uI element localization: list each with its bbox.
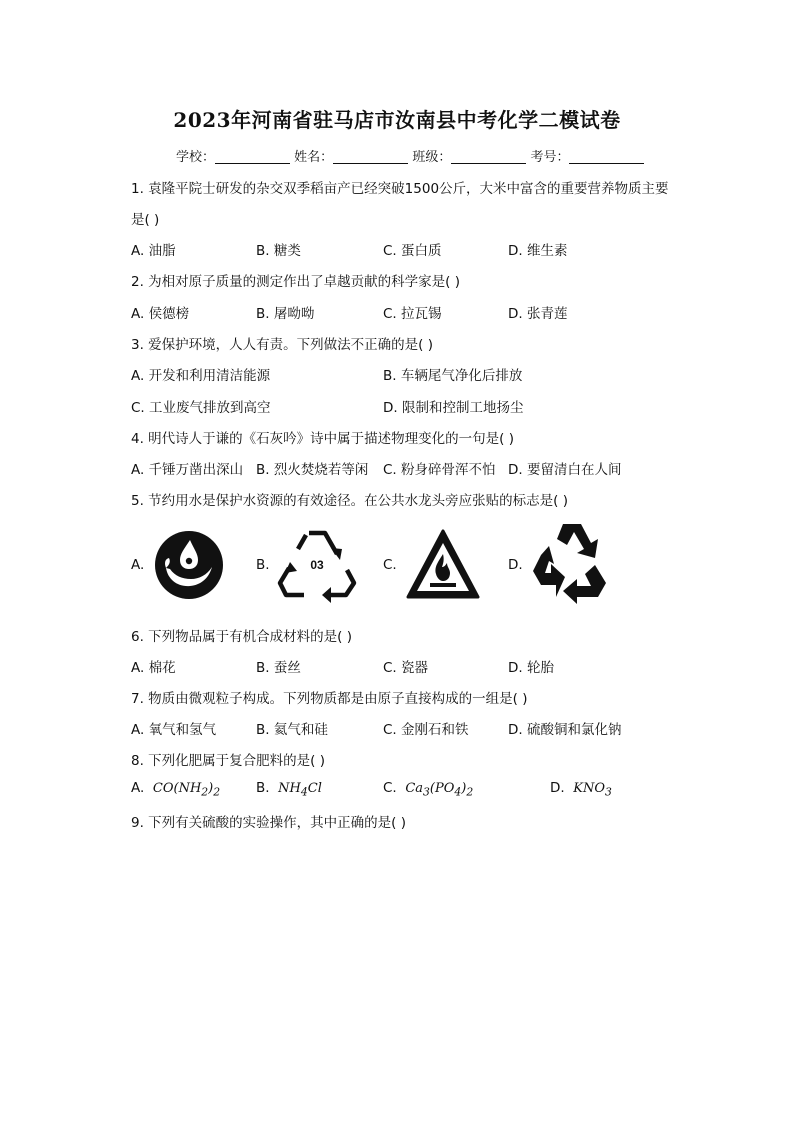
q8-option-b: B. $NH_4Cl$	[256, 780, 322, 799]
q8-formula-a: $CO(NH_2)_2$	[152, 781, 221, 799]
school-blank[interactable]	[215, 149, 290, 164]
q5-option-d: D.	[508, 557, 523, 573]
q2-option-d: D. 张青莲	[508, 306, 568, 322]
flammable-warning-sign-icon	[404, 527, 482, 603]
q3-option-a: A. 开发和利用清洁能源	[131, 368, 271, 384]
q1-option-a: A. 油脂	[131, 243, 176, 259]
question-4-text: 4. 明代诗人于谦的《石灰吟》诗中属于描述物理变化的一句是( )	[131, 431, 514, 447]
q8-formula-c: $Ca_3(PO_4)_2$	[405, 781, 474, 799]
question-1-text-cont: 是( )	[131, 212, 160, 228]
q1-option-c: C. 蛋白质	[383, 243, 442, 259]
page-title: 2023年河南省驻马店市汝南县中考化学二模试卷	[173, 108, 621, 132]
q8-option-d: D. $KNO_3$	[550, 780, 612, 799]
exam-no-blank[interactable]	[569, 149, 644, 164]
question-6-text: 6. 下列物品属于有机合成材料的是( )	[131, 629, 352, 645]
q8-option-c: C. $Ca_3(PO_4)_2$	[383, 780, 474, 799]
name-label: 姓名：	[294, 150, 334, 165]
class-blank[interactable]	[451, 149, 526, 164]
recycle-03-sign-icon	[276, 523, 358, 603]
q6-option-c: C. 瓷器	[383, 660, 429, 676]
q7-option-b: B. 氦气和硅	[256, 722, 328, 738]
recycle-code-label: 03	[310, 558, 324, 572]
q3-option-c: C. 工业废气排放到高空	[131, 400, 271, 416]
q6-option-d: D. 轮胎	[508, 660, 554, 676]
q6-option-b: B. 蚕丝	[256, 660, 301, 676]
q6-option-a: A. 棉花	[131, 660, 176, 676]
q8-formula-d: $KNO_3$	[573, 781, 612, 799]
recycling-arrows-sign-icon	[529, 521, 609, 605]
student-info-row	[176, 146, 644, 165]
exam-no-label: 考号：	[530, 150, 570, 165]
q1-option-d: D. 维生素	[508, 243, 568, 259]
q1-option-b: B. 糖类	[256, 243, 301, 259]
q8-formula-b: $NH_4Cl$	[278, 781, 322, 799]
q3-option-d: D. 限制和控制工地扬尘	[383, 400, 524, 416]
q7-option-a: A. 氧气和氢气	[131, 722, 217, 738]
question-2-text: 2. 为相对原子质量的测定作出了卓越贡献的科学家是( )	[131, 274, 460, 290]
q2-option-a: A. 侯德榜	[131, 306, 190, 322]
water-saving-sign-icon	[153, 529, 225, 601]
question-7-text: 7. 物质由微观粒子构成。下列物质都是由原子直接构成的一组是( )	[131, 691, 528, 707]
q4-option-c: C. 粉身碎骨浑不怕	[383, 462, 496, 478]
q5-option-c: C.	[383, 557, 397, 573]
name-blank[interactable]	[333, 149, 408, 164]
class-label: 班级：	[412, 150, 452, 165]
q2-option-b: B. 屠呦呦	[256, 306, 315, 322]
school-label: 学校：	[176, 150, 216, 165]
q4-option-b: B. 烈火焚烧若等闲	[256, 462, 369, 478]
q5-option-b: B.	[256, 557, 270, 573]
q4-option-a: A. 千锤万凿出深山	[131, 462, 244, 478]
question-9-text: 9. 下列有关硫酸的实验操作，其中正确的是( )	[131, 815, 406, 831]
q4-option-d: D. 要留清白在人间	[508, 462, 622, 478]
question-8-text: 8. 下列化肥属于复合肥料的是( )	[131, 753, 325, 769]
q7-option-d: D. 硫酸铜和氯化钠	[508, 722, 622, 738]
q8-option-a: A. $CO(NH_2)_2$	[131, 780, 221, 799]
q7-option-c: C. 金刚石和铁	[383, 722, 469, 738]
question-5-text: 5. 节约用水是保护水资源的有效途径。在公共水龙头旁应张贴的标志是( )	[131, 493, 568, 509]
question-1-text: 1. 袁隆平院士研发的杂交双季稻亩产已经突破1500公斤，大米中富含的重要营养物质主要	[131, 181, 669, 197]
q5-option-a: A.	[131, 557, 145, 573]
q3-option-b: B. 车辆尾气净化后排放	[383, 368, 523, 384]
question-3-text: 3. 爱保护环境，人人有责。下列做法不正确的是( )	[131, 337, 433, 353]
q2-option-c: C. 拉瓦锡	[383, 306, 442, 322]
